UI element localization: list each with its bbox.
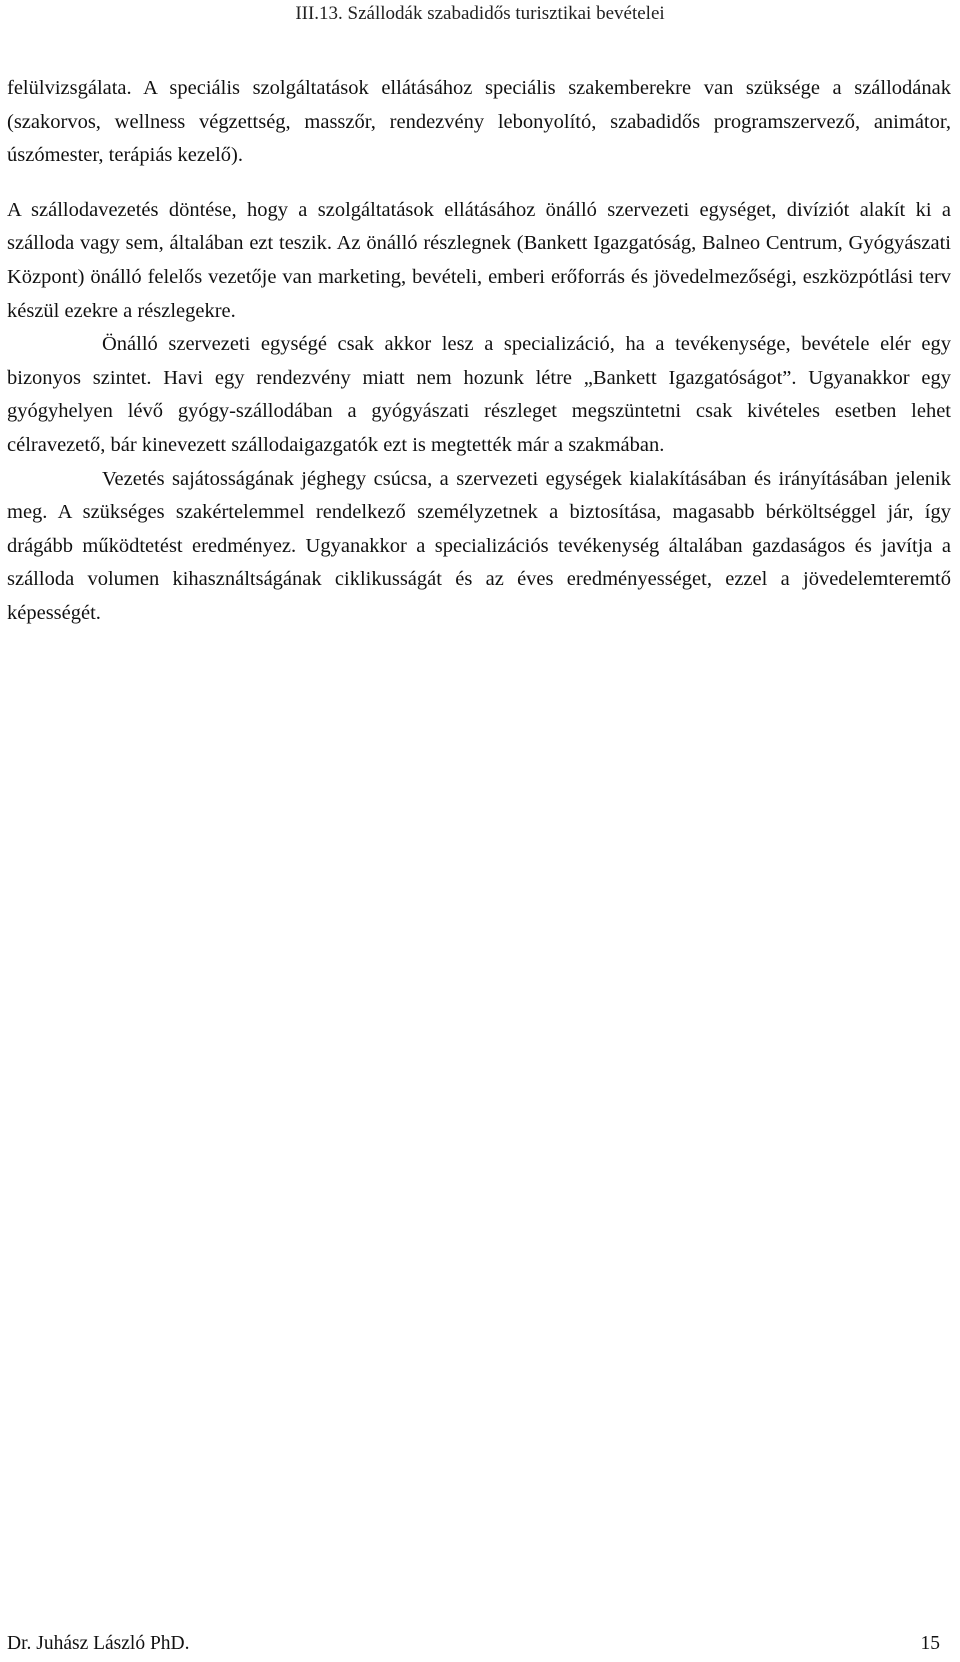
paragraph-3: Önálló szervezeti egységé csak akkor lesz a specializáció, ha a tevékenysége, bevétele elér egy bizonyos szintet. Havi egy rendezvény miatt nem hozunk létre „Bankett Igazgatóságot”. Ugyanakkor egy gyógyhelyen lévő gyógy-szállodában a gyógyászati részleget megszüntetni csak kivételes esetben lehet célravezető, bár kinevezett szállodaigazgatók ezt is megtették már a szakmában. (7, 333, 951, 456)
paragraph-4: Vezetés sajátosságának jéghegy csúcsa, a szervezeti egységek kialakításában és irányításában jelenik meg. A szükséges szakértelemmel rendelkező személyzetnek a biztosítása, magasabb bérköltséggel jár, így drágább működtetést eredményez. Ugyanakkor a specializációs tevékenység általában gazdaságos és javítja a szálloda volumen kihasználtságának ciklikusságát és az éves eredményességet, ezzel a jövedelemteremtő képességét. (7, 467, 951, 624)
paragraph-1: felülvizsgálata. A speciális szolgáltatások ellátásához speciális szakemberekre van szüksége a szállodának (szakorvos, wellness végzettség, masszőr, rendezvény lebonyolító, szabadidős programszervező, animátor, úszómester, terápiás kezelő). (7, 77, 951, 167)
footer-author: Dr. Juhász László PhD. (7, 1633, 190, 1654)
page-number: 15 (920, 1633, 940, 1654)
running-header: III.13. Szállodák szabadidős turisztikai bevételei (295, 3, 665, 24)
paragraph-2: A szállodavezetés döntése, hogy a szolgáltatások ellátásához önálló szervezeti egységet, divíziót alakít ki a szálloda vagy sem, általában ezt teszik. Az önálló részlegnek (Bankett Igazgatóság, Balneo Centrum, Gyógyászati Központ) önálló felelős vezetője van marketing, bevételi, emberi erőforrás és jövedelmezőségi, eszközpótlási terv készül ezekre a részlegekre. (7, 198, 951, 322)
document-body (7, 72, 951, 631)
